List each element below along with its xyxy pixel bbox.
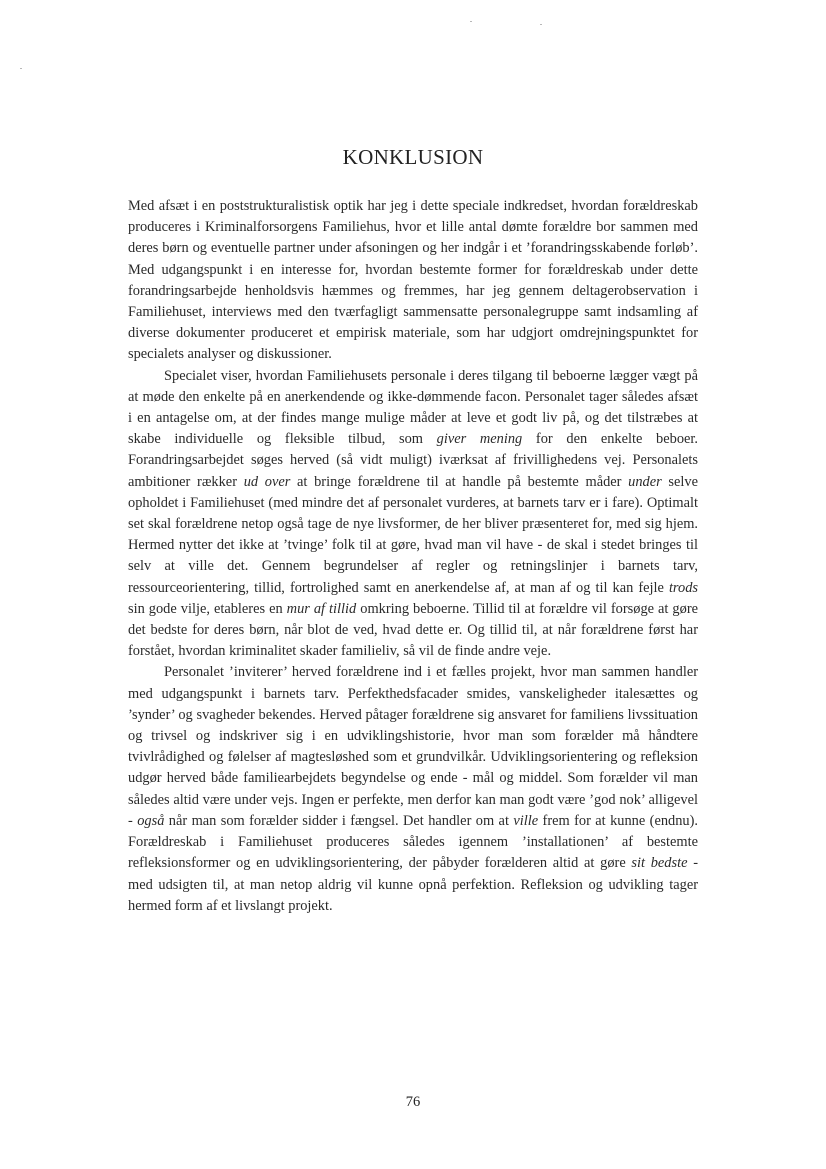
text-run: for den enkelte beboer. Forandringsarbejdet søges herved (så vidt muligt) iværksat af frivillighedens vej. Personalets ambitioner rækker <box>128 431 698 490</box>
paragraph <box>128 196 698 366</box>
body-text <box>128 196 698 917</box>
text-run: - med udsigten til, at man netop aldrig vil kunne opnå perfektion. Refleksion og udvikling tager hermed form af et livslangt projekt. <box>128 855 698 914</box>
text-run: Personalet ’inviterer’ herved forældrene ind i et fælles projekt, hvor man sammen handler med udgangspunkt i barnets tarv. Perfekthedsfacader smides, vanskeligheder italesættes og ’synder’ og svagheder bekendes. Herved påtager forældrene sig ansvaret for familiens livssituation og trivsel og indskriver sig i en udviklingshistorie, hvor man som forælder må håndtere tvivlrådighed og følelser af magtesløshed som et grundvilkår. Udviklingsorientering og refleksion udgør herved både familiearbejdets begyndelse og ende - mål og middel. Som forælder vil man således altid være under vejs. Ingen er perfekte, men derfor kan man godt være ’god nok’ alligevel - <box>128 664 698 829</box>
text-run: at bringe forældrene til at handle på bestemte måder <box>290 473 629 490</box>
emphasis-text: under <box>628 473 662 490</box>
emphasis-text: giver mening <box>436 431 523 448</box>
text-run: Med afsæt i en poststrukturalistisk optik har jeg i dette speciale indkredset, hvordan forældreskab produceres i Kriminalforsorgens Familiehus, hvor et lille antal dømte forældre bor sammen med deres børn og eventuelle partner under afsoningen og her indgår i et ’forandringsskabende forløb’. Med udgangspunkt i en interesse for, hvordan bestemte former for forældreskab under dette forandringsarbejde henholdsvis hæmmes og fremmes, har jeg gennem deltagerobservation i Familiehuset, interviews med den tværfagligt sammensatte personalegruppe samt indsamling af diverse dokumenter produceret et empirisk materiale, som har udgjort omdrejningspunktet for specialets analyser og diskussioner. <box>128 198 698 363</box>
emphasis-text: sit bedste <box>631 855 688 872</box>
text-run: når man som forælder sidder i fængsel. Det handler om at <box>164 812 514 829</box>
paragraph <box>128 662 698 916</box>
text-run: omkring beboerne. Tillid til at forældre vil forsøge at gøre det bedste for deres børn, når blot de ved, hvad dette er. Og tillid til, at når forældrene først har forstået, hvordan kriminalitet skader familieliv, så vil de finde andre veje. <box>128 600 698 660</box>
emphasis-text: ud over <box>243 473 291 490</box>
scan-speck <box>540 24 542 25</box>
text-run: frem for at kunne (endnu). Forældreskab i Familiehuset produceres således igennem ’installationen’ af bestemte refleksionsformer og en udviklingsorientering, der påbyder forælderen altid at gøre <box>128 812 699 872</box>
text-run: Specialet viser, hvordan Familiehusets personale i deres tilgang til beboerne lægger vægt på at møde den enkelte på en anerkendende og ikke-dømmende facon. Personalet tager således afsæt i en antagelse om, at der findes mange mulige måder at leve et godt liv på, og det tilstræbes at skabe individuelle og fleksible tilbud, som <box>128 367 698 448</box>
paragraph <box>128 366 698 663</box>
text-run: sin gode vilje, etableres en <box>128 600 287 617</box>
scan-speck <box>20 68 22 69</box>
scan-speck <box>470 21 472 22</box>
emphasis-text: også <box>137 812 165 829</box>
text-run: selve opholdet i Familiehuset (med mindre det af personalet vurderes, at barnets tarv er i fare). Optimalt set skal forældrene netop også tage de nye livsformer, de her bliver præsenteret for, med sig hjem. Hermed nytter det ikke at ’tvinge’ folk til at gøre, hvad man vil have - de skal i stedet bringes til selv at ville det. Gennem begrundelser af regler og retningslinjer i barnets tarv, ressourceorientering, tillid, fortrolighed samt en anerkendelse af, at man af og til kan fejle <box>128 473 698 596</box>
emphasis-text: trods <box>668 579 698 596</box>
emphasis-text: ville <box>513 812 539 829</box>
emphasis-text: mur af tillid <box>286 600 357 617</box>
page-number: 76 <box>405 1094 421 1110</box>
section-heading: KONKLUSION <box>342 145 484 169</box>
